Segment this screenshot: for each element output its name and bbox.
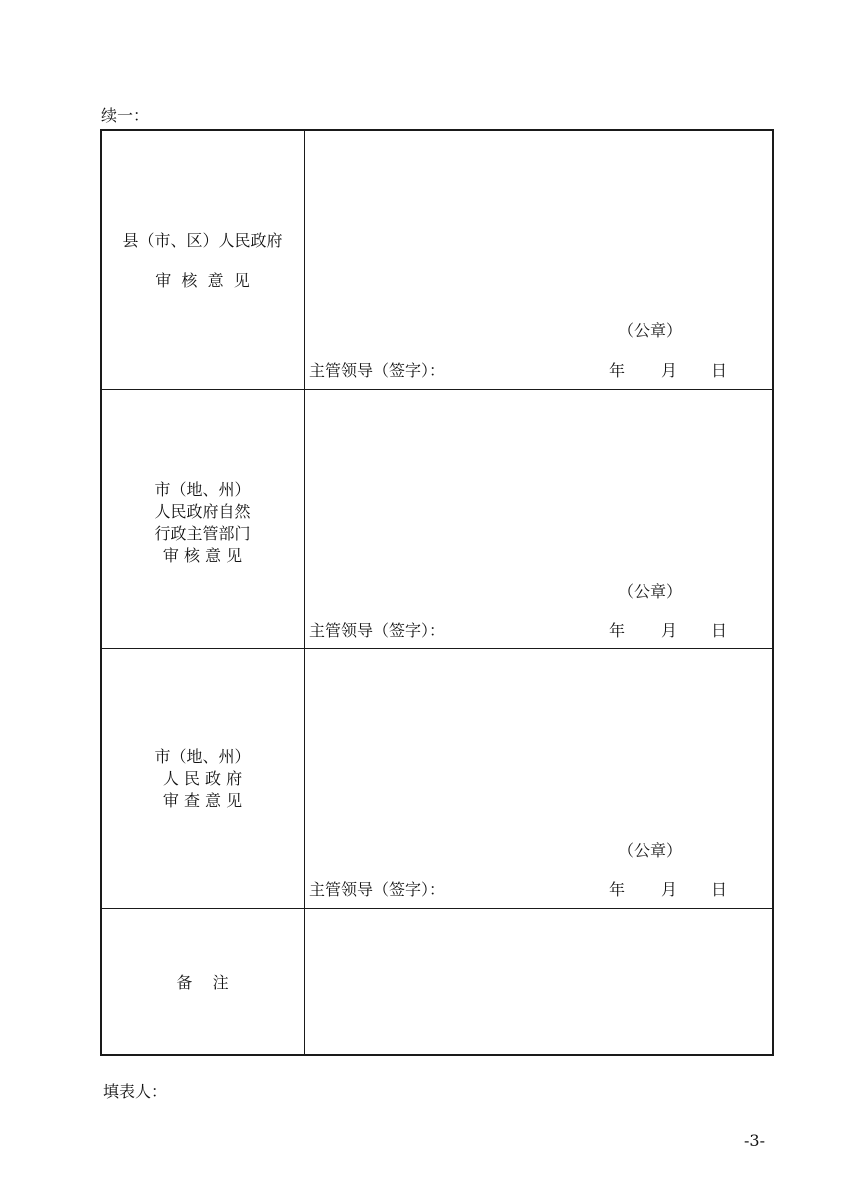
city-department-review-label-line-2: 人民政府自然	[154, 502, 251, 521]
review-form-table	[100, 129, 774, 1056]
city-department-review-signer: 主管领导（签字）：	[309, 621, 446, 640]
city-government-review-signer: 主管领导（签字）：	[309, 880, 446, 899]
city-department-review-label-line-4: 审 核 意 见	[162, 546, 243, 565]
county-review-date-month: 月	[661, 361, 678, 380]
county-review-date-day: 日	[711, 361, 728, 380]
city-department-review-date-year: 年	[609, 621, 626, 640]
form-filler-label: 填表人：	[103, 1082, 168, 1101]
city-department-review-row	[102, 390, 772, 649]
remarks-row	[102, 909, 772, 1054]
city-department-review-label-cell	[102, 390, 305, 648]
county-review-label-cell	[102, 131, 305, 389]
county-review-row	[102, 131, 772, 390]
page-number: -3-	[744, 1131, 765, 1150]
continuation-heading: 续一：	[101, 106, 150, 125]
city-department-review-label-line-1: 市（地、州）	[154, 480, 251, 499]
city-department-review-opinion-field[interactable]	[305, 390, 772, 648]
city-government-review-opinion-field[interactable]	[305, 649, 772, 908]
city-department-review-date-day: 日	[711, 621, 728, 640]
city-government-review-row	[102, 649, 772, 909]
county-review-opinion-field[interactable]	[305, 131, 772, 389]
city-department-review-label-line-3: 行政主管部门	[154, 524, 251, 543]
city-government-review-label-line-3: 审 查 意 见	[162, 791, 243, 810]
remarks-field[interactable]	[305, 909, 772, 1054]
county-review-seal: （公章）	[618, 321, 683, 340]
city-government-review-date-month: 月	[661, 880, 678, 899]
city-government-review-label-line-1: 市（地、州）	[154, 747, 251, 766]
city-department-review-date-month: 月	[661, 621, 678, 640]
remarks-label: 备 注	[176, 973, 229, 992]
city-government-review-date-year: 年	[609, 880, 626, 899]
county-review-date-year: 年	[609, 361, 626, 380]
remarks-label-cell	[102, 909, 305, 1054]
city-government-review-date-day: 日	[711, 880, 728, 899]
county-review-signer: 主管领导（签字）：	[309, 361, 446, 380]
city-government-review-label-cell	[102, 649, 305, 908]
county-review-label-line-2: 审 核 意 见	[155, 271, 250, 290]
city-department-review-seal: （公章）	[618, 582, 683, 601]
county-review-label-line-1: 县（市、区）人民政府	[122, 231, 283, 250]
city-government-review-label-line-2: 人 民 政 府	[162, 769, 243, 788]
city-government-review-seal: （公章）	[618, 841, 683, 860]
